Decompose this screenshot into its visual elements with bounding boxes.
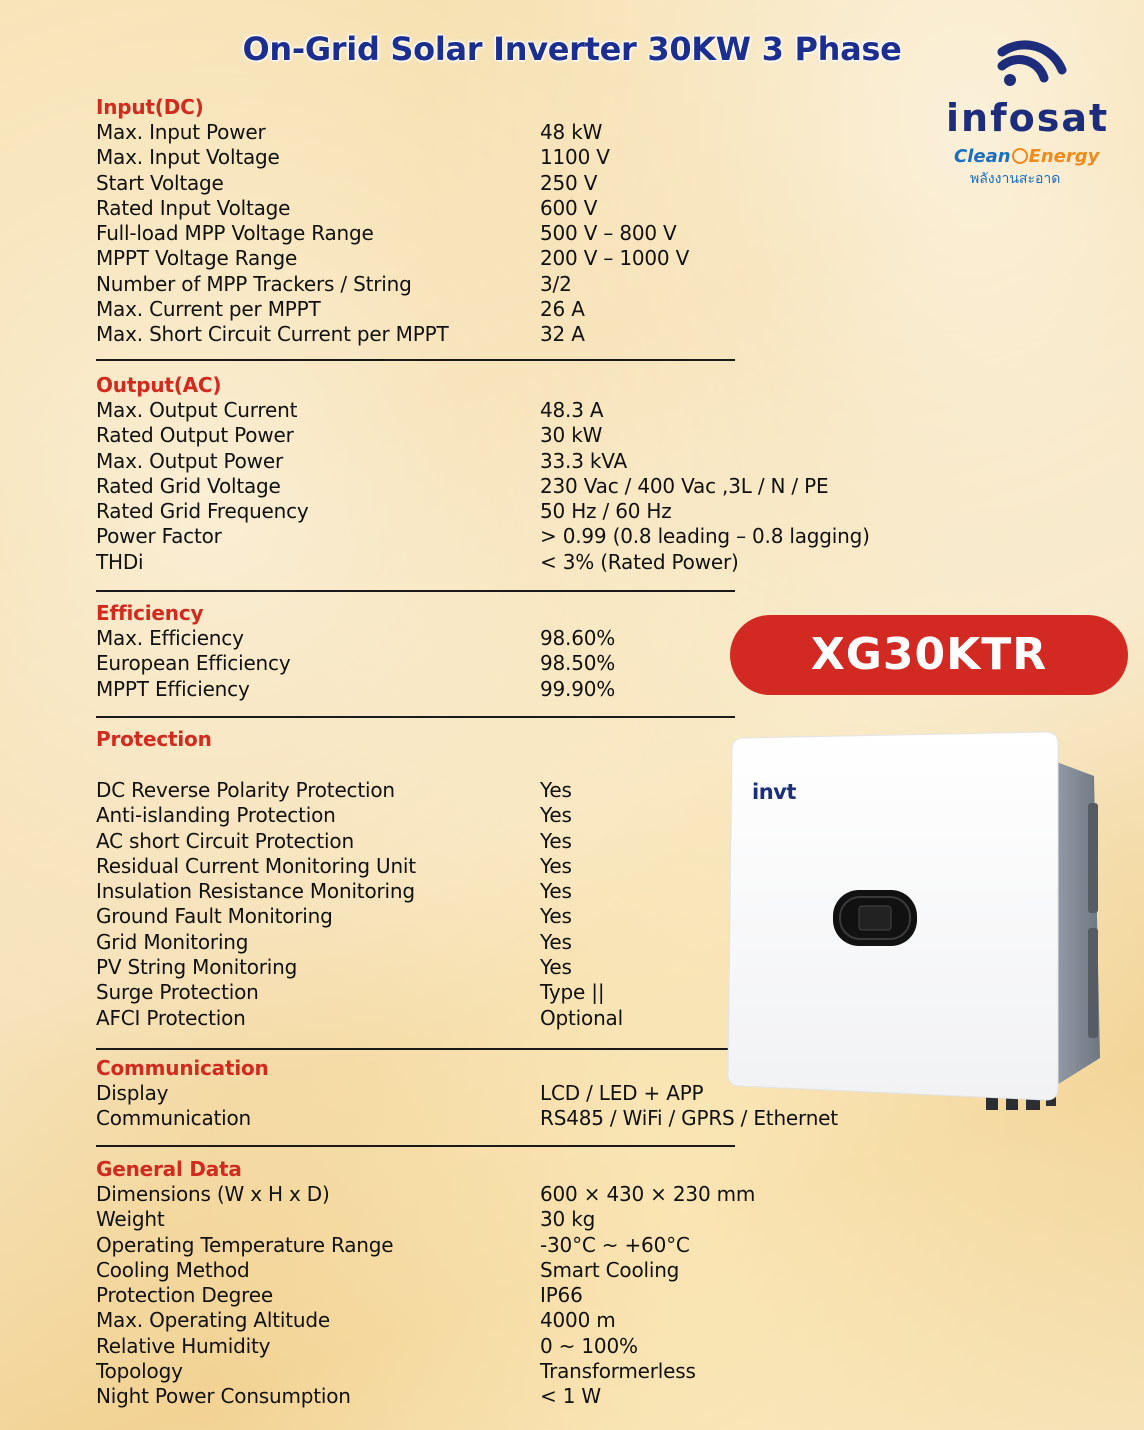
spec-label: Topology: [96, 1359, 183, 1384]
spec-value: Yes: [540, 955, 572, 980]
spec-value: 30 kW: [540, 423, 603, 448]
spec-value: 3/2: [540, 271, 572, 296]
spec-label: Ground Fault Monitoring: [96, 904, 333, 929]
spec-value: 500 V – 800 V: [540, 221, 677, 246]
spec-label: Surge Protection: [96, 980, 259, 1005]
spec-row: [96, 246, 896, 271]
infosat-logo: [940, 26, 1120, 187]
spec-label: Cooling Method: [96, 1257, 250, 1282]
spec-value: Transformerless: [540, 1359, 696, 1384]
logo-tagline-clean: Clean: [954, 146, 1011, 167]
spec-value: 32 A: [540, 322, 585, 347]
spec-row: [96, 145, 896, 170]
divider: [96, 1145, 735, 1147]
spec-value: Smart Cooling: [540, 1257, 680, 1282]
spec-row: [96, 1233, 896, 1258]
spec-value: 50 Hz / 60 Hz: [540, 499, 672, 524]
leaf-icon: [1012, 148, 1028, 164]
spec-row: [96, 171, 896, 196]
spec-row: [96, 1384, 896, 1409]
spec-value: Yes: [540, 929, 572, 954]
spec-row: [96, 474, 896, 499]
section-heading: Communication: [96, 1056, 269, 1080]
general-rows: [96, 1182, 896, 1410]
spec-label: Relative Humidity: [96, 1333, 271, 1358]
spec-label: Number of MPP Trackers / String: [96, 271, 412, 296]
spec-label: Max. Current per MPPT: [96, 297, 321, 322]
spec-row: [96, 221, 896, 246]
spec-label: Max. Output Current: [96, 398, 298, 422]
spec-value: 98.50%: [540, 651, 616, 676]
spec-label: Power Factor: [96, 524, 222, 549]
divider: [96, 359, 735, 361]
spec-label: Operating Temperature Range: [96, 1232, 394, 1257]
spec-label: Max. Input Power: [96, 120, 266, 144]
spec-value: 0 ~ 100%: [540, 1333, 638, 1358]
spec-label: MPPT Efficiency: [96, 676, 250, 701]
logo-tagline-energy: Energy: [1028, 146, 1100, 167]
spec-label: AC short Circuit Protection: [96, 828, 354, 853]
spec-label: Display: [96, 1081, 169, 1105]
spec-row: [96, 499, 896, 524]
spec-row: [96, 297, 896, 322]
spec-value: 99.90%: [540, 676, 616, 701]
spec-label: Rated Input Voltage: [96, 195, 291, 220]
spec-label: Max. Input Voltage: [96, 145, 280, 170]
spec-value: 250 V: [540, 170, 598, 195]
spec-value: Yes: [540, 853, 572, 878]
spec-value: 48.3 A: [540, 398, 604, 422]
spec-value: Type ||: [540, 980, 605, 1005]
divider: [96, 1048, 735, 1050]
spec-label: Dimensions (W x H x D): [96, 1182, 330, 1206]
spec-value: 600 × 430 × 230 mm: [540, 1182, 756, 1206]
spec-value: Yes: [540, 803, 572, 828]
wifi-signal-icon: [992, 26, 1072, 96]
spec-value: 200 V – 1000 V: [540, 246, 690, 271]
spec-label: Max. Efficiency: [96, 626, 244, 650]
logo-thai-text: พลังงานสะอาด: [970, 171, 1061, 187]
spec-label: DC Reverse Polarity Protection: [96, 778, 395, 802]
spec-label: Protection Degree: [96, 1283, 273, 1308]
section-heading: Protection: [96, 727, 212, 751]
logo-brand-text: infosat: [946, 96, 1110, 140]
spec-label: European Efficiency: [96, 651, 291, 676]
section-output: [96, 373, 896, 575]
spec-value: Yes: [540, 778, 572, 802]
section-heading: Input(DC): [96, 95, 204, 119]
page-title: On-Grid Solar Inverter 30KW 3 Phase: [242, 30, 902, 68]
spec-label: Max. Output Power: [96, 448, 283, 473]
spec-label: Weight: [96, 1207, 165, 1232]
spec-label: Night Power Consumption: [96, 1384, 351, 1409]
spec-row: [96, 1334, 896, 1359]
spec-value: RS485 / WiFi / GPRS / Ethernet: [540, 1106, 838, 1131]
model-badge: XG30KTR: [730, 615, 1128, 695]
spec-row: [96, 550, 896, 575]
spec-value: Optional: [540, 1005, 623, 1030]
spec-value: 98.60%: [540, 626, 616, 650]
section-heading: Efficiency: [96, 601, 204, 625]
spec-label: Insulation Resistance Monitoring: [96, 879, 415, 904]
spec-value: 33.3 kVA: [540, 448, 627, 473]
spec-value: 230 Vac / 400 Vac ,3L / N / PE: [540, 473, 829, 498]
spec-row: [96, 1359, 896, 1384]
spec-value: Yes: [540, 879, 572, 904]
spec-value: 48 kW: [540, 120, 603, 144]
spec-label: Rated Grid Frequency: [96, 499, 309, 524]
section-heading: General Data: [96, 1157, 242, 1181]
spec-label: THDi: [96, 549, 144, 574]
spec-row: [96, 1283, 896, 1308]
spec-row: [96, 1207, 896, 1232]
spec-row: [96, 272, 896, 297]
spec-label: Anti-islanding Protection: [96, 803, 336, 828]
spec-label: PV String Monitoring: [96, 955, 298, 980]
spec-label: Grid Monitoring: [96, 929, 249, 954]
logo-tagline: [954, 146, 1099, 167]
spec-row: [96, 120, 896, 145]
spec-label: Max. Operating Altitude: [96, 1308, 330, 1333]
spec-value: 600 V: [540, 195, 598, 220]
section-general: [96, 1157, 896, 1410]
spec-value: IP66: [540, 1283, 583, 1308]
spec-row: [96, 1182, 896, 1207]
spec-value: Yes: [540, 828, 572, 853]
divider: [96, 716, 735, 718]
spec-row: [96, 322, 896, 347]
inverter-product-image: [716, 728, 1116, 1120]
spec-value: 1100 V: [540, 145, 610, 170]
spec-label: Max. Short Circuit Current per MPPT: [96, 322, 449, 347]
spec-row: [96, 398, 896, 423]
spec-label: Communication: [96, 1106, 252, 1131]
spec-row: [96, 1258, 896, 1283]
spec-label: AFCI Protection: [96, 1005, 246, 1030]
spec-value: -30°C ~ +60°C: [540, 1232, 690, 1257]
spec-label: Rated Output Power: [96, 423, 294, 448]
section-input: [96, 95, 896, 348]
spec-value: < 3% (Rated Power): [540, 549, 739, 574]
spec-row: [96, 1308, 896, 1333]
spec-label: MPPT Voltage Range: [96, 246, 298, 271]
spec-value: > 0.99 (0.8 leading – 0.8 lagging): [540, 524, 870, 549]
spec-value: Yes: [540, 904, 572, 929]
spec-label: Full-load MPP Voltage Range: [96, 221, 374, 246]
section-heading: Output(AC): [96, 373, 222, 397]
spec-value: < 1 W: [540, 1384, 601, 1409]
output-rows: [96, 398, 896, 575]
spec-row: [96, 196, 896, 221]
divider: [96, 590, 735, 592]
invt-brand-logo: invt: [752, 780, 796, 804]
spec-row: [96, 524, 896, 549]
spec-value: 30 kg: [540, 1207, 596, 1232]
spec-label: Residual Current Monitoring Unit: [96, 853, 416, 878]
spec-label: Rated Grid Voltage: [96, 473, 281, 498]
spec-row: [96, 449, 896, 474]
spec-label: Start Voltage: [96, 170, 224, 195]
spec-value: 26 A: [540, 297, 585, 322]
input-rows: [96, 120, 896, 348]
spec-row: [96, 423, 896, 448]
spec-value: 4000 m: [540, 1308, 616, 1333]
spec-value: LCD / LED + APP: [540, 1081, 704, 1105]
